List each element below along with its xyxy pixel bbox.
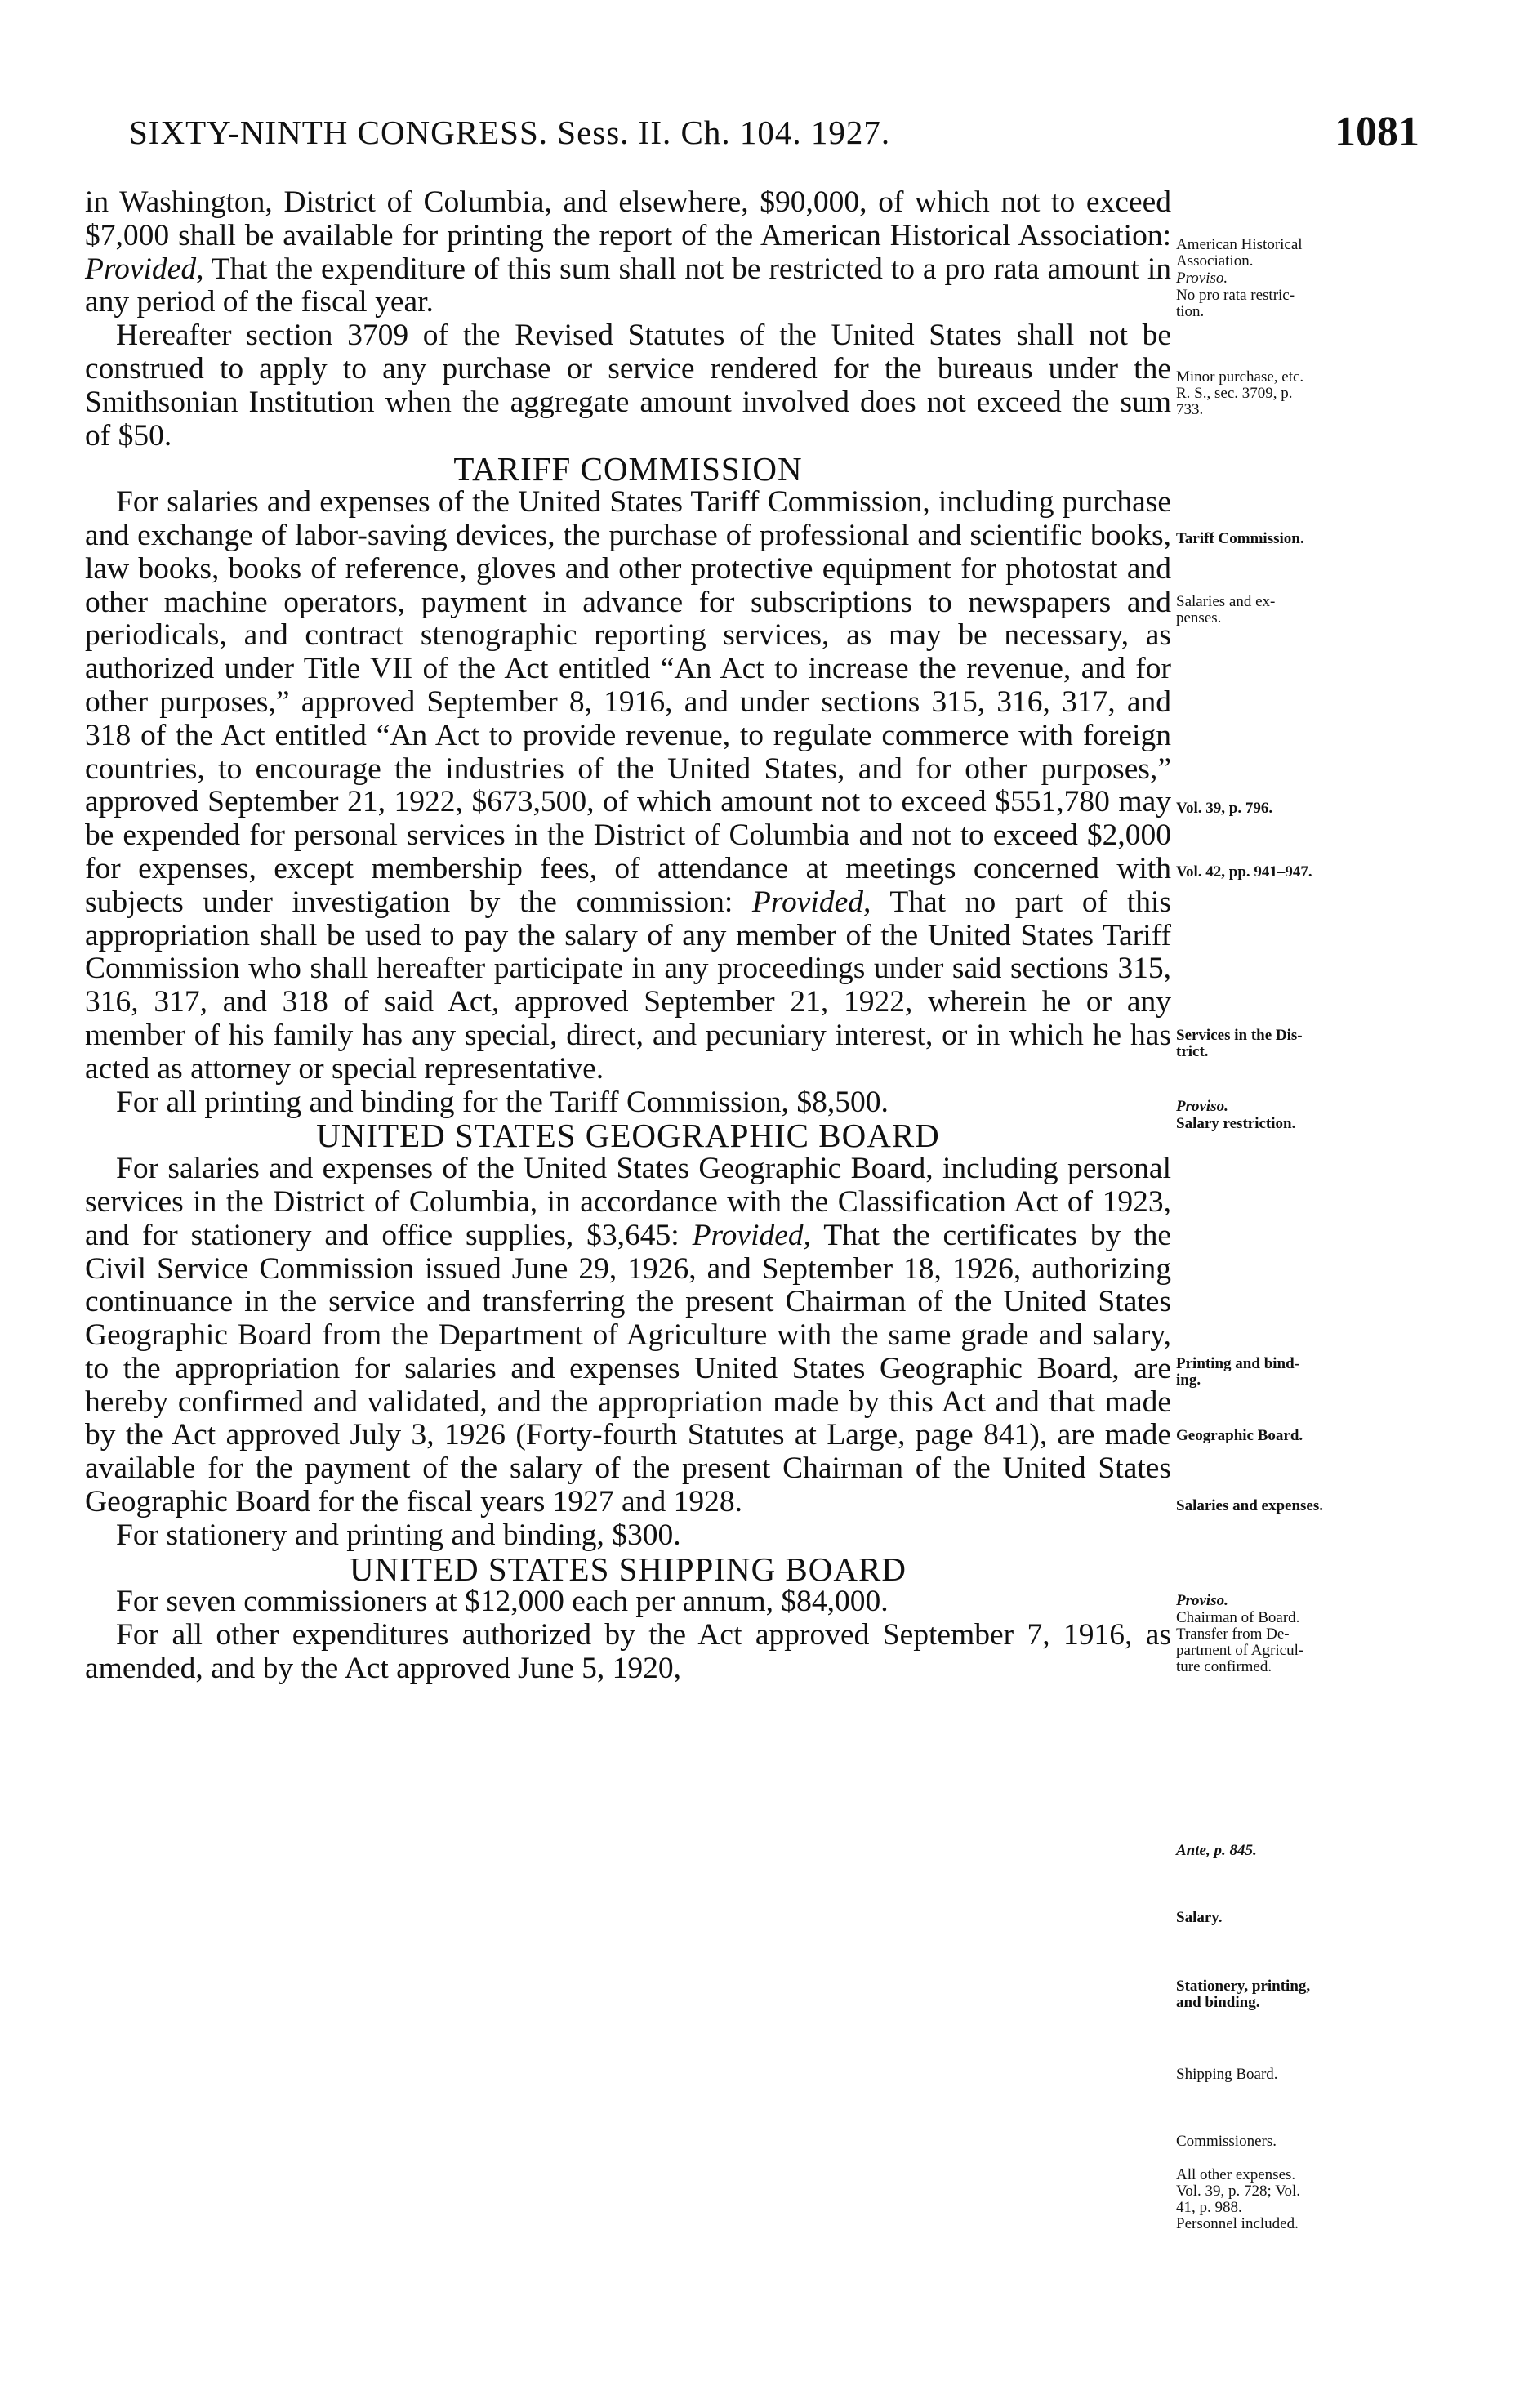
proviso-italic: Provided, [751, 885, 871, 919]
paragraph-shipping-other: For all other expenditures authorized by the Act approved September 7, 1916, as amended, and by the Act approved June 5, 1920, [85, 1618, 1171, 1686]
paragraph-historical-association [85, 186, 1171, 319]
margin-note-salary [1176, 1910, 1446, 1926]
margin-note-line: Salaries and expenses. [1176, 1497, 1323, 1514]
main-text-column [85, 186, 1171, 1686]
paragraph-shipping-commissioners: For seven commissioners at $12,000 each per annum, $84,000. [116, 1585, 889, 1619]
margin-note-line: Association. [1176, 252, 1254, 270]
margin-note-line: Vol. 39, p. 728; Vol. [1176, 2183, 1301, 2200]
margin-note-line: tion. [1176, 303, 1205, 320]
margin-note-line: Minor purchase, etc. [1176, 368, 1304, 386]
margin-note-ante [1176, 1843, 1446, 1859]
margin-note-line: penses. [1176, 609, 1222, 627]
margin-note-all-other-expenses [1176, 2167, 1446, 2232]
margin-note-line: partment of Agricul- [1176, 1642, 1304, 1659]
section-heading-geographic-board: UNITED STATES GEOGRAPHIC BOARD [316, 1117, 940, 1155]
margin-note-line: Tariff Commission. [1176, 530, 1304, 547]
running-head: SIXTY-NINTH CONGRESS. Sess. II. Ch. 104. 1927. [129, 114, 891, 151]
text-segment: For salaries and expenses of the United States Tariff Commission, including purchase and exchange of labor-saving devices, the purchase of professional and scientific books, law books, books of reference, gloves and other protective equipment for photostat and other machine operators, payment in advance for subscriptions to newspapers and periodicals, and contract stenographic reporting services, as may be necessary, as authorized under Title VII of the Act entitled “An Act to increase the revenue, and for other purposes,” approved September 8, 1916, and under sections 315, 316, 317, and 318 of the Act entitled “An Act to provide revenue, to regulate commerce with foreign countries, to encourage the industries of the United States, and for other purposes,” approved September 21, 1922, $673,500, of which amount not to exceed $551,780 may be expended for personal services in the District of Columbia and not to exceed $2,000 for expenses, except membership fees, of attendance at meetings concerned with subjects under investigation by the commission: [85, 485, 1171, 919]
margin-note-line: Services in the Dis- [1176, 1027, 1303, 1044]
paragraph-geographic-salaries [85, 1153, 1171, 1519]
margin-note-geographic-board [1176, 1428, 1446, 1444]
margin-note-line: Salary. [1176, 1909, 1223, 1926]
margin-note-line: R. S., sec. 3709, p. [1176, 385, 1293, 402]
margin-note-salary-restriction [1176, 1116, 1446, 1132]
margin-note-line: Ante, p. 845. [1176, 1842, 1257, 1859]
margin-note-line: Chairman of Board. [1176, 1609, 1300, 1626]
margin-note-line: Shipping Board. [1176, 2066, 1278, 2083]
paragraph-geographic-stationery: For stationery and printing and binding, $300. [116, 1518, 681, 1552]
paragraph-tariff-salaries [85, 486, 1171, 1086]
text-segment: in Washington, District of Columbia, and elsewhere, $90,000, of which not to exceed $7,000 shall be available for printing the report of the American Historical Association: [85, 185, 1171, 252]
margin-note-line: Proviso. [1176, 1592, 1228, 1609]
margin-note-chairman-transfer [1176, 1610, 1446, 1675]
margin-note-line: No pro rata restric- [1176, 287, 1295, 304]
margin-note-american-historical [1176, 237, 1446, 270]
page-number: 1081 [1335, 109, 1419, 155]
margin-note-no-pro-rata [1176, 288, 1446, 320]
margin-note-line: 733. [1176, 401, 1204, 418]
proviso-italic: Provided, [85, 252, 204, 286]
margin-note-proviso [1176, 1593, 1446, 1609]
margin-note-line: ture confirmed. [1176, 1658, 1272, 1675]
proviso-italic: Provided, [692, 1218, 812, 1252]
paragraph-section-3709: Hereafter section 3709 of the Revised Statutes of the United States shall not be construed to apply to any purchase or service rendered for the bureaus under the Smithsonian Institution when the aggregate amount involved does not exceed the sum of $50. [85, 319, 1171, 453]
margin-note-line: Vol. 39, p. 796. [1176, 800, 1273, 817]
margin-note-vol-42 [1176, 864, 1446, 881]
text-segment: That the expenditure of this sum shall not be restricted to a pro rata amount in any period of the fiscal year. [85, 252, 1172, 319]
section-heading-tariff-commission: TARIFF COMMISSION [453, 450, 803, 488]
margin-note-shipping-board [1176, 2067, 1446, 2083]
text-segment: That the certificates by the Civil Service Commission issued June 29, 1926, and September 18, 1926, authorizing continuance in the service and transferring the present Chairman of the United States Geographic Board from the Department of Agriculture with the same grade and salary, to the appropriation for salaries and expenses United States Geographic Board, are hereby confirmed and validated, and the appropriation made by this Act and that made by the Act approved July 3, 1926 (Forty-fourth Statutes at Large, page 841), are made available for the payment of the salary of the present Chairman of the United States Geographic Board for the fiscal years 1927 and 1928. [85, 1218, 1172, 1519]
page-header [129, 109, 1419, 170]
paragraph-tariff-printing: For all printing and binding for the Tariff Commission, $8,500. [116, 1085, 889, 1119]
margin-note-salaries-expenses [1176, 594, 1446, 627]
margin-note-line: All other expenses. [1176, 2166, 1296, 2183]
margin-note-line: American Historical [1176, 236, 1303, 253]
margin-note-minor-purchase [1176, 369, 1446, 418]
margin-note-vol-39 [1176, 800, 1446, 817]
margin-note-line: Personnel included. [1176, 2215, 1299, 2232]
margin-note-line: Printing and bind- [1176, 1355, 1299, 1372]
margin-note-line: ing. [1176, 1371, 1201, 1389]
margin-note-proviso [1176, 270, 1446, 287]
text-segment: For salaries and expenses of the United States Geographic Board, including personal services in the District of Columbia, in accordance with the Classification Act of 1923, and for stationery and office supplies, $3,645: [85, 1152, 1171, 1252]
section-heading-shipping-board: UNITED STATES SHIPPING BOARD [350, 1550, 907, 1588]
text-segment: That no part of this appropriation shall be used to pay the salary of any member of the United States Tariff Commission who shall hereafter participate in any proceedings under said sections 315, 316, 317, and 318 of said Act, approved September 21, 1922, wherein he or any member of his family has any special, direct, and pecuniary interest, or in which he has acted as attorney or special representative. [85, 885, 1171, 1086]
margin-note-line: Transfer from De- [1176, 1625, 1290, 1643]
margin-note-line: Vol. 42, pp. 941–947. [1176, 863, 1312, 881]
margin-note-tariff-commission [1176, 531, 1446, 547]
margin-note-line: Salary restriction. [1176, 1115, 1296, 1132]
margin-note-line: and binding. [1176, 1994, 1260, 2011]
margin-note-line: 41, p. 988. [1176, 2199, 1242, 2216]
margin-note-line: Stationery, printing, [1176, 1978, 1311, 1995]
margin-note-printing-binding [1176, 1356, 1446, 1389]
margin-note-line: Commissioners. [1176, 2133, 1277, 2150]
margin-note-line: Salaries and ex- [1176, 593, 1276, 610]
margin-note-proviso [1176, 1099, 1446, 1115]
margin-note-commissioners [1176, 2134, 1446, 2150]
margin-note-stationery-printing [1176, 1978, 1446, 2011]
margin-note-salaries-expenses [1176, 1498, 1446, 1514]
margin-note-line: trict. [1176, 1043, 1209, 1060]
margin-note-line: Geographic Board. [1176, 1427, 1303, 1444]
margin-note-line: Proviso. [1176, 1098, 1228, 1115]
margin-note-line: Proviso. [1176, 270, 1228, 287]
margin-note-services-district [1176, 1028, 1446, 1060]
